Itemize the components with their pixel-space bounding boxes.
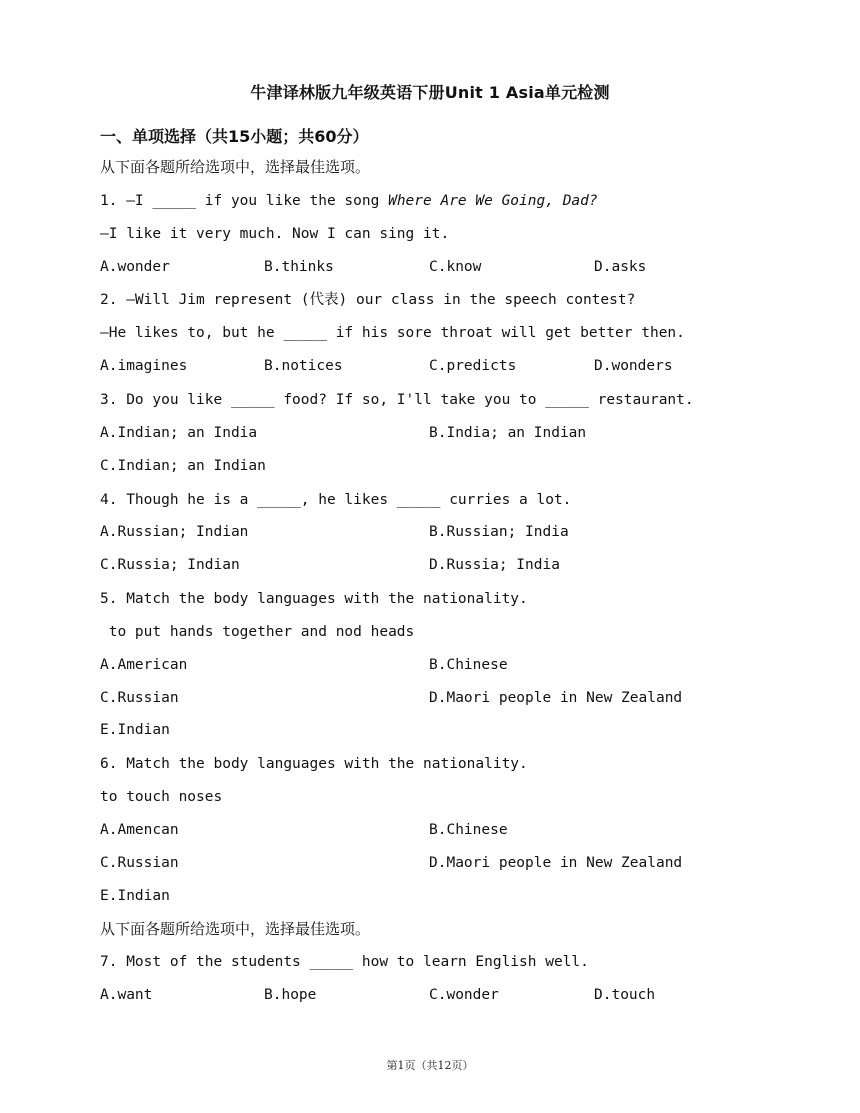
q3-option-a: A.Indian; an India [100,425,258,441]
q7-option-c: C.wonder [429,987,499,1003]
q5-option-d: D.Maori people in New Zealand [429,690,683,706]
q6-option-e: E.Indian [100,888,170,904]
question-7-stem: 7. Most of the students _____ how to learn English well. [100,954,589,970]
q5-option-e: E.Indian [100,722,170,738]
q5-option-c: C.Russian [100,690,179,706]
q4-option-b: B.Russian; India [429,524,569,540]
q4-option-a: A.Russian; Indian [100,524,249,540]
question-5-stem: 5. Match the body languages with the nationality. [100,591,528,607]
q6-option-a: A.Amencan [100,822,179,838]
q6-option-d: D.Maori people in New Zealand [429,855,683,871]
question-4-stem: 4. Though he is a _____, he likes _____ curries a lot. [100,492,572,508]
q2-option-d: D.wonders [594,358,673,374]
q1-option-d: D.asks [594,259,647,275]
q1-option-b: B.thinks [264,259,334,275]
page-number-footer: 第1页（共12页） [386,1059,474,1072]
section-heading: 一、单项选择（共15小题；共60分） [100,127,369,146]
q4-option-c: C.Russia; Indian [100,557,240,573]
q1-option-a: A.wonder [100,259,170,275]
instruction-text-2: 从下面各题所给选项中，选择最佳选项。 [100,920,371,938]
question-2-line2: —He likes to, but he _____ if his sore throat will get better then. [100,325,685,341]
question-1-stem: 1. —I _____ if you like the song Where Are We Going, Dad? [100,193,598,209]
q4-option-d: D.Russia; India [429,557,560,573]
q5-option-b: B.Chinese [429,657,508,673]
q6-option-b: B.Chinese [429,822,508,838]
q2-option-b: B.notices [264,358,343,374]
q2-option-a: A.imagines [100,358,188,374]
instruction-text: 从下面各题所给选项中，选择最佳选项。 [100,158,371,176]
question-2-stem: 2. —Will Jim represent (代表) our class in the speech contest? [100,292,636,308]
question-3-stem: 3. Do you like _____ food? If so, I'll take you to _____ restaurant. [100,392,694,408]
q7-option-b: B.hope [264,987,317,1003]
q7-option-a: A.want [100,987,153,1003]
q2-option-c: C.predicts [429,358,517,374]
q5-option-a: A.American [100,657,188,673]
document-title: 牛津译林版九年级英语下册Unit 1 Asia单元检测 [250,83,610,102]
q3-option-b: B.India; an Indian [429,425,587,441]
song-title: Where Are We Going, Dad? [388,193,598,209]
question-5-line2: to put hands together and nod heads [100,624,415,640]
question-6-stem: 6. Match the body languages with the nationality. [100,756,528,772]
question-6-line2: to touch noses [100,789,223,805]
q6-option-c: C.Russian [100,855,179,871]
question-1-line2: —I like it very much. Now I can sing it. [100,226,450,242]
q3-option-c: C.Indian; an Indian [100,458,266,474]
q1-option-c: C.know [429,259,482,275]
q7-option-d: D.touch [594,987,656,1003]
